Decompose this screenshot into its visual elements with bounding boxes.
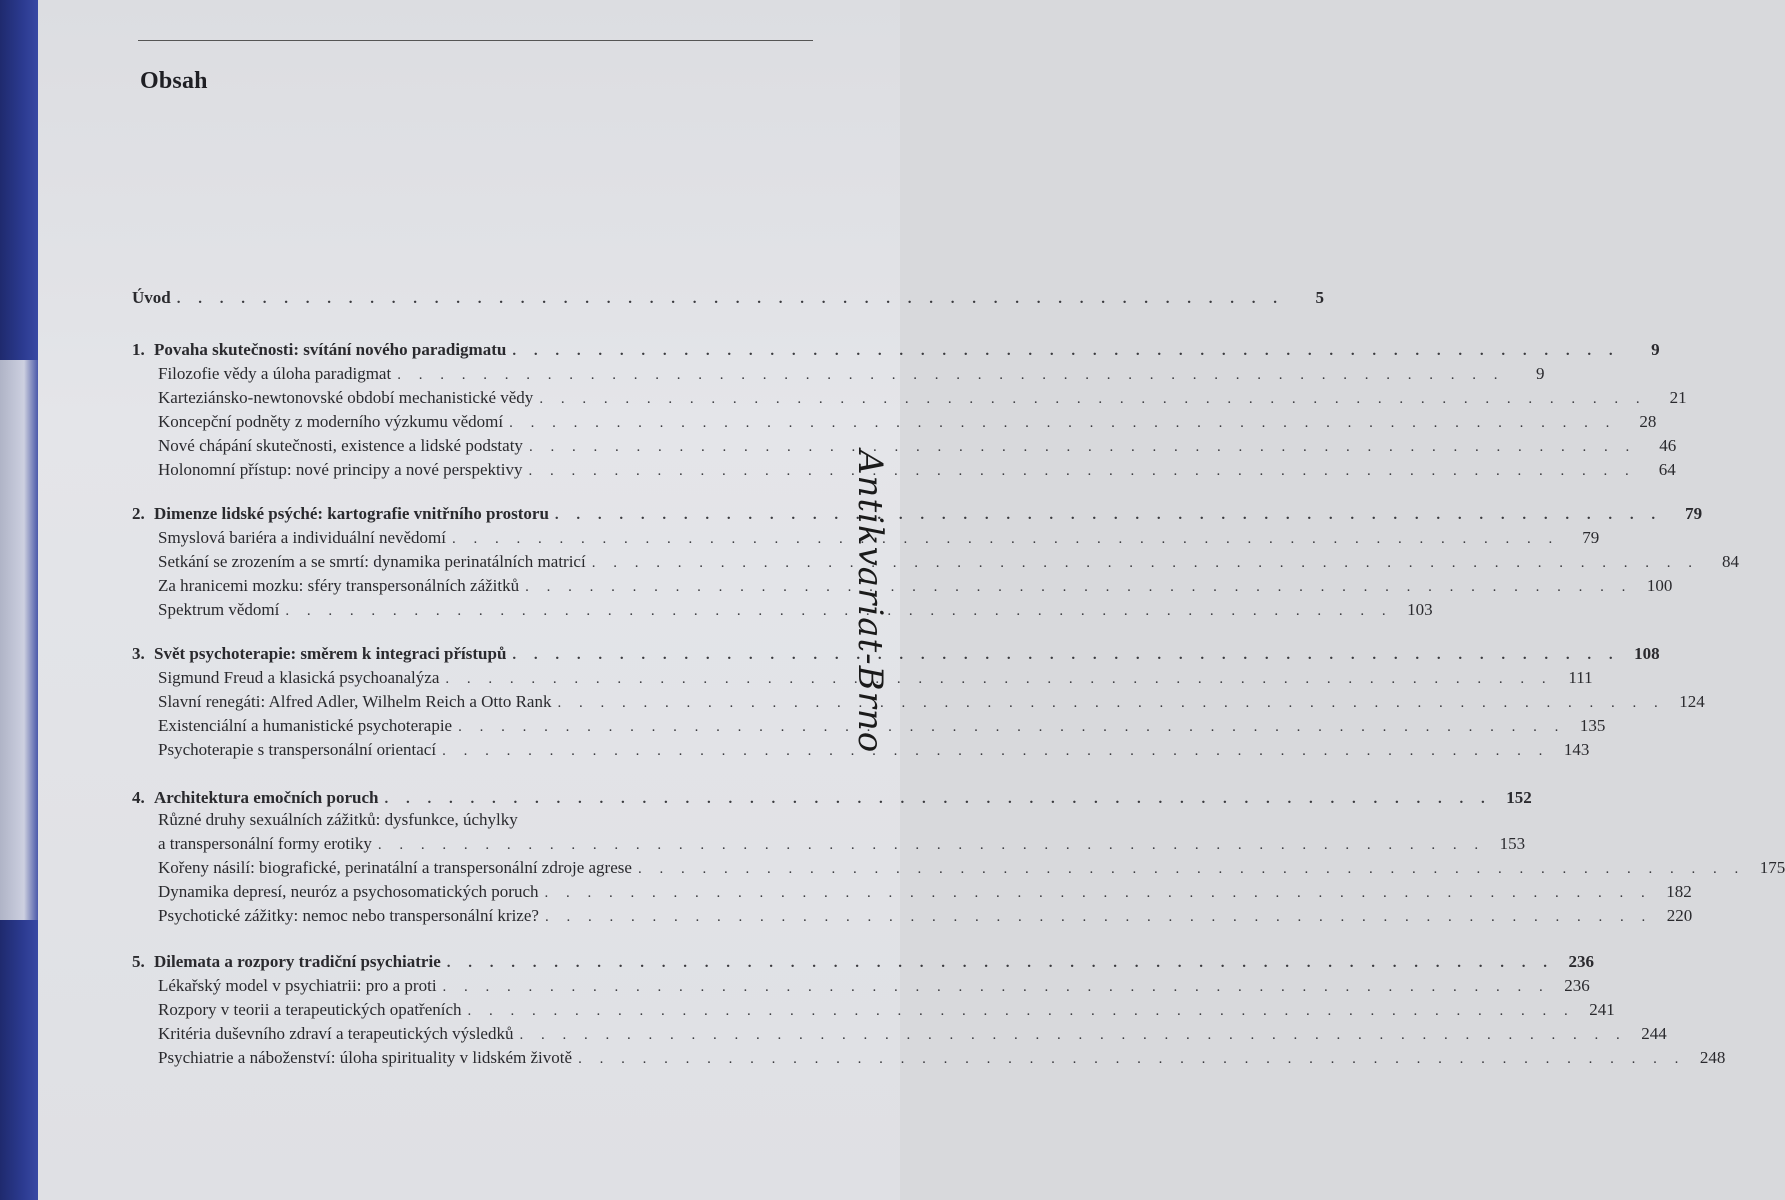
toc-entry-text: Architektura emočních poruch <box>154 788 379 807</box>
toc-entry-title <box>132 974 437 998</box>
toc-entry-title <box>132 574 519 598</box>
toc-entry-text: Dynamika depresí, neuróz a psychosomatických poruch <box>158 882 539 901</box>
toc-entry <box>132 974 1590 998</box>
leader-dots: . . . . . . . . . . . . . . . . . . . . . . . . . . . . . . . . . . . . . . . . . . . . . . . . . . . . <box>557 695 1665 711</box>
toc-entry <box>132 832 1526 856</box>
page-number: 21 <box>1669 388 1687 407</box>
toc-entry-text: a transpersonální formy erotiky <box>158 834 372 853</box>
leader-dots: . . . . . . . . . . . . . . . . . . . . . . . . . . . . . . . . . . . . . . . . . . . . . . . . . . . . <box>397 367 1505 383</box>
leader-dots: . . . . . . . . . . . . . . . . . . . . . . . . . . . . . . . . . . . . . . . . . . . . . . . . . . . . <box>528 439 1637 455</box>
toc-entry <box>132 1046 1726 1070</box>
leader-dots: . . . . . . . . . . . . . . . . . . . . . . . . . . . . . . . . . . . . . . . . . . . . . . . . . . . . <box>554 507 1663 523</box>
toc-entry-text: Svět psychoterapie: směrem k integraci přístupů <box>154 644 507 663</box>
toc-entry-title <box>132 1046 572 1070</box>
toc-entry <box>132 526 1600 550</box>
toc-entry <box>132 458 1676 482</box>
watermark-signature: Antikvariat-Brno <box>850 450 890 754</box>
leader-dots: . . . . . . . . . . . . . . . . . . . . . . . . . . . . . . . . . . . . . . . . . . . . . . . . . . . . <box>637 861 1746 877</box>
toc-entry-title <box>132 458 523 482</box>
toc-entry-title <box>132 362 391 386</box>
leader-dots: . . . . . . . . . . . . . . . . . . . . . . . . . . . . . . . . . . . . . . . . . . . . . . . . . . . . <box>285 603 1393 619</box>
leader-dots: . . . . . . . . . . . . . . . . . . . . . . . . . . . . . . . . . . . . . . . . . . . . . . . . . . . . <box>512 647 1620 663</box>
leader-dots: . . . . . . . . . . . . . . . . . . . . . . . . . . . . . . . . . . . . . . . . . . . . . . . . . . . . <box>512 343 1620 359</box>
header-rule <box>138 40 813 41</box>
page-number: 135 <box>1579 716 1606 735</box>
toc-entry <box>132 998 1615 1022</box>
toc-entry <box>132 410 1657 434</box>
page-number: 111 <box>1568 668 1593 687</box>
chapter-number: 3. <box>132 644 145 663</box>
page-number: 46 <box>1659 436 1677 455</box>
leader-dots: . . . . . . . . . . . . . . . . . . . . . . . . . . . . . . . . . . . . . . . . . . . . . . . . . . . . <box>578 1051 1686 1067</box>
page-number: 79 <box>1582 528 1600 547</box>
toc-chapter <box>132 950 1595 974</box>
page-number: 236 <box>1568 952 1595 971</box>
leader-dots: . . . . . . . . . . . . . . . . . . . . . . . . . . . . . . . . . . . . . . . . . . . . . . . . . . . . <box>176 291 1284 307</box>
toc-entry <box>132 904 1693 928</box>
leader-dots: . . . . . . . . . . . . . . . . . . . . . . . . . . . . . . . . . . . . . . . . . . . . . . . . . . . . <box>544 885 1652 901</box>
toc-entry <box>132 550 1739 574</box>
toc-entry <box>132 386 1687 410</box>
toc-entry-text: Koncepční podněty z moderního výzkumu vědomí <box>158 412 504 431</box>
toc-entry-text: Setkání se zrozením a se smrtí: dynamika perinatálních matricí <box>158 552 586 571</box>
chapter-number: 1. <box>132 340 145 359</box>
page-number: 241 <box>1589 1000 1615 1019</box>
toc-entry-title <box>132 690 551 714</box>
toc-entry-title <box>132 642 506 666</box>
toc-entry-title <box>132 998 462 1022</box>
toc-entry <box>132 856 1785 880</box>
toc-entry-title <box>132 666 439 690</box>
toc-entry <box>132 434 1677 458</box>
chapter-number: 4. <box>132 788 145 807</box>
page-number: 248 <box>1699 1048 1726 1067</box>
page-number: 79 <box>1685 504 1703 523</box>
leader-dots: . . . . . . . . . . . . . . . . . . . . . . . . . . . . . . . . . . . . . . . . . . . . . . . . . . . . <box>525 579 1633 595</box>
toc-entry-text: Spektrum vědomí <box>158 600 280 619</box>
page-number: 244 <box>1641 1024 1667 1043</box>
page-number: 108 <box>1634 644 1660 663</box>
page-number: 152 <box>1506 788 1532 807</box>
toc-entry-text: Kořeny násilí: biografické, perinatální a transpersonální zdroje agrese <box>158 858 632 877</box>
leader-dots: . . . . . . . . . . . . . . . . . . . . . . . . . . . . . . . . . . . . . . . . . . . . . . . . . . . . <box>442 743 1550 759</box>
toc-entry-title <box>132 526 446 550</box>
toc-entry-text: Dilemata a rozpory tradiční psychiatrie <box>154 952 441 971</box>
toc-entry <box>132 690 1705 714</box>
toc-entry <box>132 880 1692 904</box>
leader-dots: . . . . . . . . . . . . . . . . . . . . . . . . . . . . . . . . . . . . . . . . . . . . . . . . . . . . <box>467 1003 1575 1019</box>
toc-entry-text: Filozofie vědy a úloha paradigmat <box>158 364 392 383</box>
page-number: 143 <box>1563 740 1590 759</box>
toc-entry-text: Za hranicemi mozku: sféry transpersonálních zážitků <box>158 576 520 595</box>
toc-entry-title <box>132 598 279 622</box>
toc-entry-text: Psychoterapie s transpersonální orientací <box>158 740 437 759</box>
toc-entry <box>132 362 1545 386</box>
toc-entry <box>132 808 822 832</box>
toc-chapter <box>132 286 1324 310</box>
leader-dots: . . . . . . . . . . . . . . . . . . . . . . . . . . . . . . . . . . . . . . . . . . . . . . . . . . . . <box>591 555 1699 571</box>
leader-dots: . . . . . . . . . . . . . . . . . . . . . . . . . . . . . . . . . . . . . . . . . . . . . . . . . . . . <box>446 955 1555 971</box>
toc-entry-title <box>132 904 539 928</box>
toc-entry-title <box>132 786 378 810</box>
page-number: 9 <box>1651 340 1660 359</box>
toc-entry-title <box>132 950 441 974</box>
toc-entry-text: Psychiatrie a náboženství: úloha spirituality v lidském životě <box>158 1048 573 1067</box>
toc-entry-text: Psychotické zážitky: nemoc nebo transpersonální krize? <box>158 906 539 925</box>
toc-entry-text: Holonomní přístup: nové principy a nové perspektivy <box>158 460 523 479</box>
page-title: Obsah <box>140 68 208 94</box>
page-number: 100 <box>1646 576 1673 595</box>
toc-entry-text: Dimenze lidské psýché: kartografie vnitřního prostoru <box>154 504 549 523</box>
leader-dots: . . . . . . . . . . . . . . . . . . . . . . . . . . . . . . . . . . . . . . . . . . . . . . . . . . . . <box>519 1027 1627 1043</box>
toc-entry <box>132 574 1673 598</box>
toc-entry <box>132 738 1590 762</box>
leader-dots: . . . . . . . . . . . . . . . . . . . . . . . . . . . . . . . . . . . . . . . . . . . . . . . . . . . . <box>544 909 1653 925</box>
leader-dots: . . . . . . . . . . . . . . . . . . . . . . . . . . . . . . . . . . . . . . . . . . . . . . . . . . . . <box>509 415 1617 431</box>
toc-entry-title <box>132 550 586 574</box>
toc-entry-text: Slavní renegáti: Alfred Adler, Wilhelm Reich a Otto Rank <box>158 692 552 711</box>
toc-entry-title <box>132 286 171 310</box>
toc-entry <box>132 598 1433 622</box>
page-number: 84 <box>1721 552 1739 571</box>
toc-entry-text: Povaha skutečnosti: svítání nového paradigmatu <box>154 340 507 359</box>
page-number: 103 <box>1407 600 1433 619</box>
toc-entry-title <box>132 808 518 832</box>
page-number: 175 <box>1759 858 1785 877</box>
toc-entry-text: Různé druhy sexuálních zážitků: dysfunkce, úchylky <box>158 810 518 829</box>
leader-dots: . . . . . . . . . . . . . . . . . . . . . . . . . . . . . . . . . . . . . . . . . . . . . . . . . . . . <box>539 391 1647 407</box>
leader-dots: . . . . . . . . . . . . . . . . . . . . . . . . . . . . . . . . . . . . . . . . . . . . . . . . . . . . <box>452 531 1560 547</box>
leader-dots: . . . . . . . . . . . . . . . . . . . . . . . . . . . . . . . . . . . . . . . . . . . . . . . . . . . . <box>442 979 1550 995</box>
page-number: 153 <box>1499 834 1526 853</box>
toc-entry-text: Sigmund Freud a klasická psychoanalýza <box>158 668 440 687</box>
chapter-number: 2. <box>132 504 145 523</box>
toc-entry-text: Úvod <box>132 288 171 307</box>
toc-entry-text: Existenciální a humanistické psychoterapie <box>158 716 453 735</box>
page-number: 9 <box>1535 364 1545 383</box>
toc-entry <box>132 1022 1667 1046</box>
toc-entry-text: Smyslová bariéra a individuální nevědomí <box>158 528 446 547</box>
book-page <box>38 0 1785 1200</box>
toc-entry-text: Rozpory v teorii a terapeutických opatřeních <box>158 1000 462 1019</box>
page-number: 220 <box>1666 906 1693 925</box>
page-number: 5 <box>1315 288 1324 307</box>
page-number: 124 <box>1679 692 1705 711</box>
toc-entry-title <box>132 714 452 738</box>
toc-chapter <box>132 642 1660 666</box>
toc-entry-text: Lékařský model v psychiatrii: pro a proti <box>158 976 437 995</box>
toc-entry-title <box>132 410 503 434</box>
page-edge <box>0 360 40 920</box>
toc-entry-title <box>132 338 506 362</box>
toc-entry-text: Kritéria duševního zdraví a terapeutických výsledků <box>158 1024 514 1043</box>
page-number: 182 <box>1666 882 1692 901</box>
chapter-number: 5. <box>132 952 145 971</box>
leader-dots: . . . . . . . . . . . . . . . . . . . . . . . . . . . . . . . . . . . . . . . . . . . . . . . . . . . . <box>458 719 1566 735</box>
toc-entry-title <box>132 502 549 526</box>
page-number: 236 <box>1564 976 1590 995</box>
toc-entry <box>132 714 1606 738</box>
leader-dots: . . . . . . . . . . . . . . . . . . . . . . . . . . . . . . . . . . . . . . . . . . . . . . . . . . . . <box>528 463 1636 479</box>
toc-entry-text: Karteziánsko-newtonovské období mechanistické vědy <box>158 388 534 407</box>
toc-chapter <box>132 786 1532 810</box>
toc-entry-title <box>132 1022 513 1046</box>
leader-dots: . . . . . . . . . . . . . . . . . . . . . . . . . . . . . . . . . . . . . . . . . . . . . . . . . . . . <box>445 671 1553 687</box>
toc-entry-title <box>132 738 436 762</box>
toc-chapter <box>132 502 1703 526</box>
toc-entry-text: Nové chápání skutečnosti, existence a lidské podstaty <box>158 436 523 455</box>
toc-entry-title <box>132 856 632 880</box>
page-number: 64 <box>1658 460 1676 479</box>
toc-entry-title <box>132 832 372 856</box>
toc-entry-title <box>132 880 539 904</box>
toc-chapter <box>132 338 1660 362</box>
leader-dots: . . . . . . . . . . . . . . . . . . . . . . . . . . . . . . . . . . . . . . . . . . . . . . . . . . . . <box>377 837 1486 853</box>
toc-entry-title <box>132 386 533 410</box>
toc-entry-title <box>132 434 523 458</box>
toc-entry <box>132 666 1593 690</box>
leader-dots: . . . . . . . . . . . . . . . . . . . . . . . . . . . . . . . . . . . . . . . . . . . . . . . . . . . . <box>384 791 1492 807</box>
page-number: 28 <box>1639 412 1657 431</box>
